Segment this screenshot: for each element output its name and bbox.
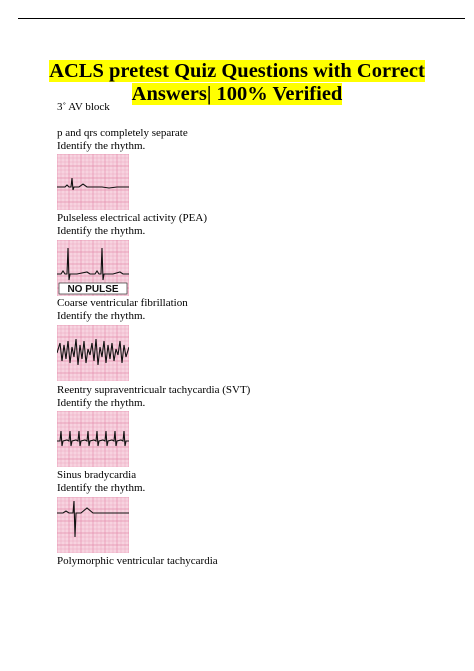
ecg-strip-vfib [57,325,129,381]
answer-polymorphic-vtach: Polymorphic ventricular tachycardia [57,555,218,567]
answer-svt: Reentry supraventricualr tachycardia (SVT) [57,384,251,396]
ecg-strip-sinus-brady [57,497,129,553]
ecg-strip-svt [57,411,129,467]
question-prompt-4: Identify the rhythm. [57,397,146,409]
title-line-1: ACLS pretest Quiz Questions with Correct [49,60,425,82]
question-prompt-5: Identify the rhythm. [57,482,146,494]
no-pulse-label: NO PULSE [67,284,119,295]
document-title [40,60,434,106]
answer-pea: Pulseless electrical activity (PEA) [57,212,207,224]
answer-sinus-bradycardia: Sinus bradycardia [57,469,137,481]
question-prompt-1: Identify the rhythm. [57,140,146,152]
answer-3rd-degree-av-block: 3˚ AV block [57,101,110,113]
title-line-2: Answers| 100% Verified [131,83,343,105]
answer-coarse-vfib: Coarse ventricular fibrillation [57,297,188,309]
ecg-strip-pea [57,154,129,210]
question-prompt-3: Identify the rhythm. [57,310,146,322]
description-p-qrs-separate: p and qrs completely separate [57,127,188,139]
top-rule [18,18,465,19]
ecg-strip-no-pulse [57,240,129,296]
question-prompt-2: Identify the rhythm. [57,225,146,237]
